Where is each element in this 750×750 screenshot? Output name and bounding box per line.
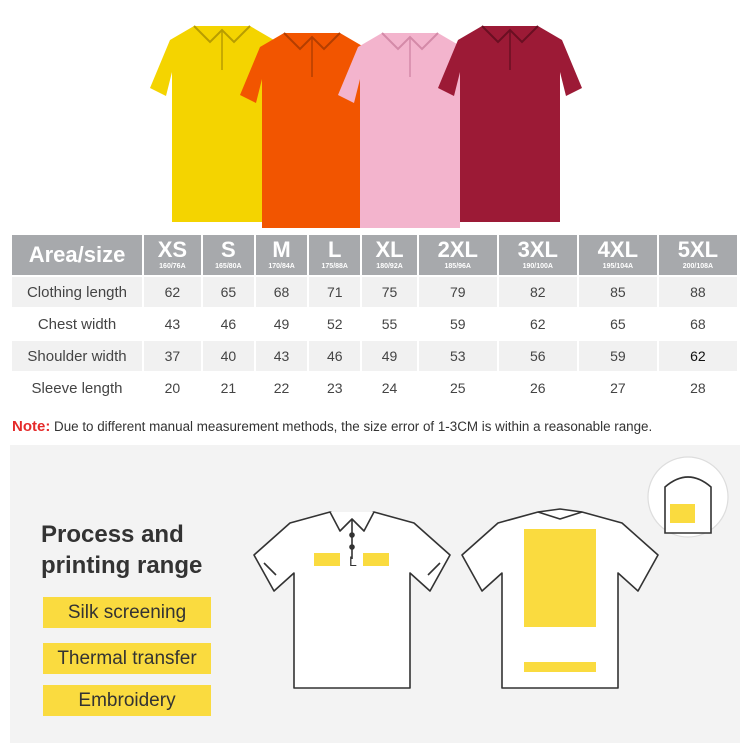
- table-cell: 65: [579, 309, 657, 339]
- table-cell: 52: [309, 309, 360, 339]
- table-cell: 71: [309, 277, 360, 307]
- size-header-row: [12, 235, 737, 275]
- note-text: Due to different manual measurement methods, the size error of 1-3CM is within a reasonable range.: [50, 419, 653, 434]
- table-row-clothing-length: [12, 277, 737, 307]
- table-cell: 82: [499, 277, 577, 307]
- size-measure: 185/96A: [444, 263, 471, 270]
- size-header-cell: [203, 235, 254, 275]
- table-row-chest-width: [12, 309, 737, 339]
- table-cell: 88: [659, 277, 737, 307]
- back-print-zone: [524, 529, 596, 627]
- size-measure: 175/88A: [321, 263, 348, 270]
- table-cell: 56: [499, 341, 577, 371]
- table-cell: 28: [659, 373, 737, 403]
- table-cell: 75: [362, 277, 416, 307]
- table-cell: 22: [256, 373, 307, 403]
- area-size-header: Area/size: [12, 235, 142, 275]
- row-label: Sleeve length: [12, 373, 142, 403]
- row-label: Shoulder width: [12, 341, 142, 371]
- table-cell: 46: [203, 309, 254, 339]
- table-cell: 68: [256, 277, 307, 307]
- table-cell: 40: [203, 341, 254, 371]
- product-photo-shirts: [0, 0, 750, 228]
- table-row-sleeve-length: [12, 373, 737, 403]
- printing-range-diagram: [10, 445, 740, 743]
- table-cell: 24: [362, 373, 416, 403]
- table-cell: 20: [144, 373, 201, 403]
- table-cell: 25: [419, 373, 497, 403]
- measurement-note: [12, 418, 748, 435]
- size-header-cell: [579, 235, 657, 275]
- size-measure: 200/108A: [682, 263, 714, 270]
- size-header-cell: [309, 235, 360, 275]
- table-cell: 62: [144, 277, 201, 307]
- size-measure: 180/92A: [376, 263, 403, 270]
- size-measure: 190/100A: [522, 263, 553, 270]
- size-label: XL: [375, 237, 404, 262]
- table-cell: 53: [419, 341, 497, 371]
- table-cell: 46: [309, 341, 360, 371]
- size-label: 4XL: [597, 237, 639, 262]
- process-title-line: Process and: [41, 521, 184, 548]
- size-measure: 195/104A: [602, 263, 634, 270]
- table-cell: 68: [659, 309, 737, 339]
- table-cell: 65: [203, 277, 254, 307]
- front-left-chest-print-zone: [314, 553, 340, 566]
- back-hem-print-zone: [524, 662, 596, 672]
- table-cell: 21: [203, 373, 254, 403]
- size-label: S: [221, 237, 236, 262]
- method-badge: Silk screening: [43, 597, 211, 628]
- row-label: Clothing length: [12, 277, 142, 307]
- size-measure: 170/84A: [268, 263, 295, 270]
- table-cell: 59: [419, 309, 497, 339]
- size-header-cell: [362, 235, 416, 275]
- table-cell: 49: [362, 341, 416, 371]
- size-header-cell: [659, 235, 737, 275]
- table-cell: 27: [579, 373, 657, 403]
- method-badge: Thermal transfer: [43, 643, 211, 674]
- table-cell: 85: [579, 277, 657, 307]
- table-cell: 37: [144, 341, 201, 371]
- size-label: L: [328, 237, 342, 262]
- size-header-cell: [144, 235, 201, 275]
- process-title-line: printing range: [41, 552, 203, 579]
- size-header-cell: [419, 235, 497, 275]
- size-label: 2XL: [437, 237, 478, 262]
- size-header-cell: [499, 235, 577, 275]
- size-label: 5XL: [677, 237, 719, 262]
- table-cell: 62: [499, 309, 577, 339]
- method-badge: Embroidery: [43, 685, 211, 716]
- table-cell: 62: [659, 341, 737, 371]
- note-label: Note:: [12, 418, 51, 435]
- table-cell: 23: [309, 373, 360, 403]
- table-cell: 43: [256, 341, 307, 371]
- table-cell: 43: [144, 309, 201, 339]
- size-label: 3XL: [517, 237, 558, 262]
- size-measure: 160/76A: [159, 263, 186, 270]
- table-cell: 49: [256, 309, 307, 339]
- size-chart-table: [10, 233, 739, 405]
- table-row-shoulder-width: [12, 341, 737, 371]
- size-measure: 165/80A: [215, 263, 242, 270]
- table-cell: 59: [579, 341, 657, 371]
- shirts-illustration: [0, 0, 750, 228]
- table-cell: 55: [362, 309, 416, 339]
- row-label: Chest width: [12, 309, 142, 339]
- shirt-front-outline: [254, 512, 450, 688]
- placket-mark: L: [349, 553, 357, 569]
- table-cell: 79: [419, 277, 497, 307]
- hat-print-zone: [670, 504, 695, 523]
- size-label: M: [272, 237, 291, 262]
- table-cell: 26: [499, 373, 577, 403]
- front-right-chest-print-zone: [363, 553, 389, 566]
- size-label: XS: [157, 237, 188, 262]
- process-panel: [10, 445, 740, 743]
- size-header-cell: [256, 235, 307, 275]
